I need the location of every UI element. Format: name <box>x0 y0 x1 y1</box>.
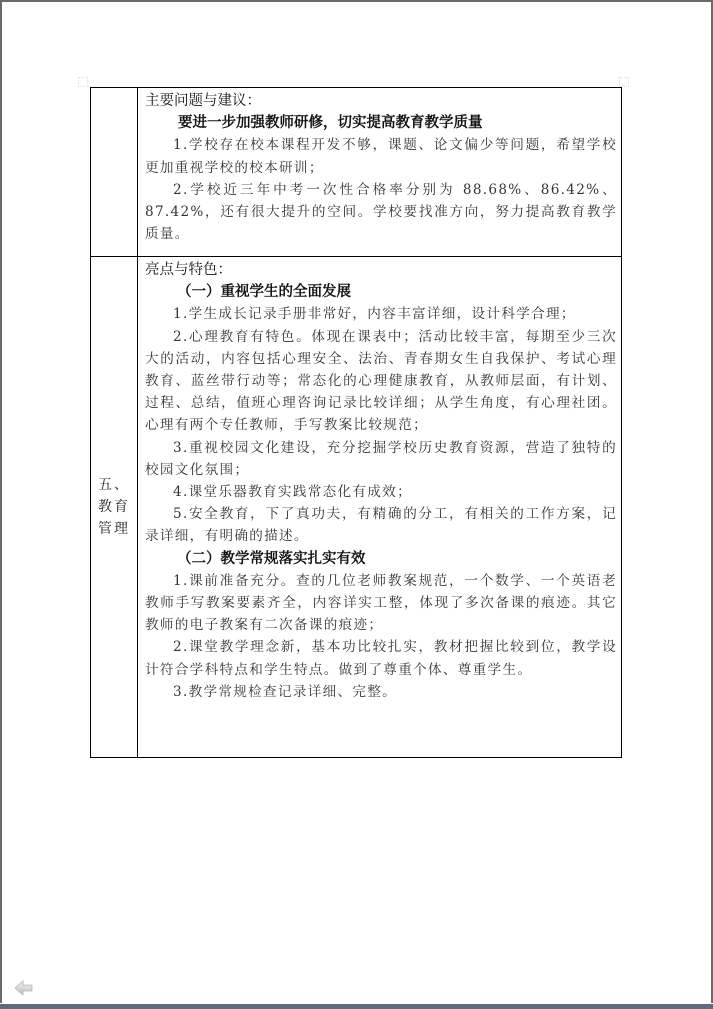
highlight-paragraph: 2.课堂教学理念新，基本功比较扎实，教材把握比较到位，教学设计符合学科特点和学生特点。做到了尊重个体、尊重学生。 <box>145 639 617 678</box>
highlight-paragraph: 1.学生成长记录手册非常好，内容丰富详细，设计科学合理； <box>173 306 576 323</box>
highlights-row <box>91 257 622 758</box>
problem-paragraph: 1.学校存在校本课程开发不够，课题、论文偏少等问题，希望学校更加重视学校的校本研训； <box>145 137 617 176</box>
problems-row <box>91 88 622 257</box>
section-number: 五、 <box>98 477 130 493</box>
highlight-section-title: （二）教学常规落实扎实有效 <box>177 549 366 567</box>
highlight-paragraph: 1.课前准备充分。查的几位老师教案规范，一个数学、一个英语老教师手写教案要素齐全，内容详实工整，体现了多次备课的痕迹。其它教师的电子教案有二次备课的痕迹； <box>145 572 617 634</box>
problems-heading: 主要问题与建议： <box>145 93 261 109</box>
problem-paragraph: 2.学校近三年中考一次性合格率分别为 88.68%、86.42%、87.42%，还有很大提升的空间。学校要找准方向，努力提高教育教学质量。 <box>145 181 617 243</box>
problems-cell <box>138 88 622 257</box>
viewer-bottom-bar <box>0 1004 713 1009</box>
highlights-heading: 亮点与特色： <box>145 262 232 278</box>
problems-subheading: 要进一步加强教师研修，切实提高教育教学质量 <box>178 114 483 132</box>
highlight-paragraph: 4.课堂乐器教育实践常态化有成效； <box>173 484 412 501</box>
evaluation-table <box>90 87 622 758</box>
left-arrow-icon[interactable] <box>14 979 34 997</box>
highlight-paragraph: 3.重视校园文化建设，充分挖掘学校历史教育资源，营造了独特的校园文化氛围； <box>145 439 617 478</box>
section-title-line: 教育 <box>98 499 130 515</box>
left-arrow-icon-glyph <box>14 979 34 997</box>
section-label-cell <box>91 257 138 758</box>
highlight-paragraph: 2.心理教育有特色。体现在课表中；活动比较丰富，每期至少三次大的活动，内容包括心理安全、法治、青春期女生自我保护、考试心理教育、蓝丝带行动等；常态化的心理健康教育，从教师层面，有计划、过程、总结，值班心理咨询记录比较详细；从学生角度，有心理社团。心理有两个专任教师，手写教案比较规范； <box>145 328 617 434</box>
highlight-paragraph: 5.安全教育，下了真功夫，有精确的分工，有相关的工作方案，记录详细，有明确的描述。 <box>145 506 617 545</box>
highlight-paragraph: 3.教学常规检查记录详细、完整。 <box>173 683 398 700</box>
section-title-line: 管理 <box>98 521 130 537</box>
margin-corner-mark <box>78 77 88 87</box>
highlights-cell <box>138 257 622 758</box>
empty-label-cell <box>91 88 138 257</box>
margin-corner-mark <box>619 77 629 87</box>
highlight-section-title: （一）重视学生的全面发展 <box>177 283 351 301</box>
